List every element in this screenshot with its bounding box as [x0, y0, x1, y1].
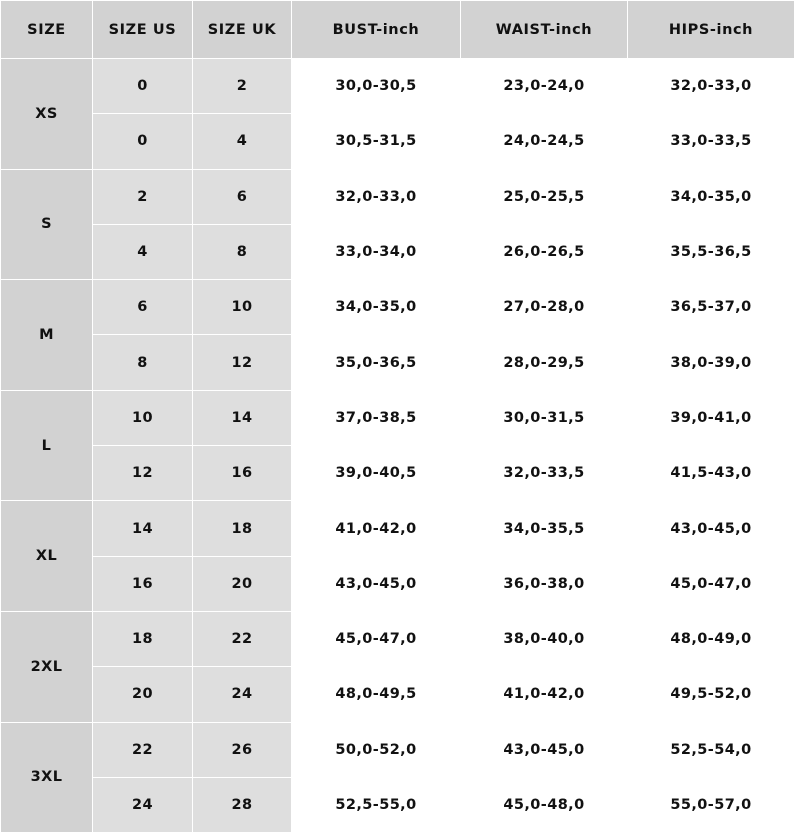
cell-waist: 41,0-42,0	[461, 667, 628, 722]
size-label-2xl: 2XL	[1, 611, 93, 722]
cell-size-uk: 2	[193, 59, 292, 114]
cell-waist: 36,0-38,0	[461, 556, 628, 611]
cell-bust: 34,0-35,0	[292, 280, 461, 335]
cell-waist: 28,0-29,5	[461, 335, 628, 390]
table-row	[1, 446, 794, 501]
size-label-s: S	[1, 169, 93, 280]
table-header	[1, 1, 794, 59]
cell-waist: 34,0-35,5	[461, 501, 628, 556]
cell-waist: 24,0-24,5	[461, 114, 628, 169]
table-row	[1, 501, 794, 556]
table-row	[1, 224, 794, 279]
cell-bust: 39,0-40,5	[292, 446, 461, 501]
cell-hips: 55,0-57,0	[628, 777, 794, 832]
cell-hips: 52,5-54,0	[628, 722, 794, 777]
cell-size-uk: 28	[193, 777, 292, 832]
table-row	[1, 280, 794, 335]
cell-size-us: 4	[93, 224, 193, 279]
size-label-3xl: 3XL	[1, 722, 93, 833]
cell-size-uk: 16	[193, 446, 292, 501]
cell-waist: 43,0-45,0	[461, 722, 628, 777]
header-hips-inch: HIPS-inch	[628, 1, 794, 59]
cell-waist: 30,0-31,5	[461, 390, 628, 445]
cell-size-us: 14	[93, 501, 193, 556]
cell-bust: 48,0-49,5	[292, 667, 461, 722]
cell-size-uk: 24	[193, 667, 292, 722]
table-row	[1, 390, 794, 445]
header-size: SIZE	[1, 1, 93, 59]
header-size-us: SIZE US	[93, 1, 193, 59]
size-label-m: M	[1, 280, 93, 391]
table-row	[1, 556, 794, 611]
cell-hips: 33,0-33,5	[628, 114, 794, 169]
cell-bust: 45,0-47,0	[292, 611, 461, 666]
cell-size-uk: 8	[193, 224, 292, 279]
cell-size-uk: 4	[193, 114, 292, 169]
cell-size-us: 24	[93, 777, 193, 832]
cell-bust: 43,0-45,0	[292, 556, 461, 611]
table-body	[1, 59, 794, 833]
cell-bust: 50,0-52,0	[292, 722, 461, 777]
cell-hips: 38,0-39,0	[628, 335, 794, 390]
cell-bust: 37,0-38,5	[292, 390, 461, 445]
cell-size-uk: 10	[193, 280, 292, 335]
cell-hips: 43,0-45,0	[628, 501, 794, 556]
cell-size-uk: 14	[193, 390, 292, 445]
header-bust-inch: BUST-inch	[292, 1, 461, 59]
cell-bust: 30,0-30,5	[292, 59, 461, 114]
cell-size-us: 6	[93, 280, 193, 335]
table-row	[1, 169, 794, 224]
cell-waist: 25,0-25,5	[461, 169, 628, 224]
size-label-xs: XS	[1, 59, 93, 170]
table-row	[1, 722, 794, 777]
cell-waist: 23,0-24,0	[461, 59, 628, 114]
cell-hips: 36,5-37,0	[628, 280, 794, 335]
cell-size-us: 18	[93, 611, 193, 666]
cell-waist: 45,0-48,0	[461, 777, 628, 832]
size-label-xl: XL	[1, 501, 93, 612]
cell-waist: 27,0-28,0	[461, 280, 628, 335]
table-row	[1, 777, 794, 832]
cell-size-us: 0	[93, 114, 193, 169]
cell-size-us: 2	[93, 169, 193, 224]
table-row	[1, 114, 794, 169]
cell-hips: 48,0-49,0	[628, 611, 794, 666]
cell-hips: 32,0-33,0	[628, 59, 794, 114]
cell-bust: 41,0-42,0	[292, 501, 461, 556]
cell-hips: 49,5-52,0	[628, 667, 794, 722]
header-waist-inch: WAIST-inch	[461, 1, 628, 59]
cell-waist: 26,0-26,5	[461, 224, 628, 279]
cell-bust: 32,0-33,0	[292, 169, 461, 224]
cell-size-uk: 18	[193, 501, 292, 556]
cell-size-us: 0	[93, 59, 193, 114]
table-row	[1, 335, 794, 390]
cell-size-us: 22	[93, 722, 193, 777]
table-row	[1, 611, 794, 666]
size-label-l: L	[1, 390, 93, 501]
cell-hips: 35,5-36,5	[628, 224, 794, 279]
cell-size-us: 16	[93, 556, 193, 611]
cell-bust: 35,0-36,5	[292, 335, 461, 390]
cell-hips: 34,0-35,0	[628, 169, 794, 224]
cell-bust: 52,5-55,0	[292, 777, 461, 832]
cell-size-us: 12	[93, 446, 193, 501]
header-size-uk: SIZE UK	[193, 1, 292, 59]
cell-bust: 33,0-34,0	[292, 224, 461, 279]
cell-hips: 39,0-41,0	[628, 390, 794, 445]
header-row	[1, 1, 794, 59]
cell-size-uk: 6	[193, 169, 292, 224]
table-row	[1, 59, 794, 114]
cell-hips: 45,0-47,0	[628, 556, 794, 611]
cell-waist: 38,0-40,0	[461, 611, 628, 666]
cell-size-uk: 12	[193, 335, 292, 390]
cell-hips: 41,5-43,0	[628, 446, 794, 501]
cell-waist: 32,0-33,5	[461, 446, 628, 501]
cell-size-uk: 20	[193, 556, 292, 611]
cell-bust: 30,5-31,5	[292, 114, 461, 169]
cell-size-us: 10	[93, 390, 193, 445]
cell-size-us: 20	[93, 667, 193, 722]
cell-size-us: 8	[93, 335, 193, 390]
cell-size-uk: 22	[193, 611, 292, 666]
cell-size-uk: 26	[193, 722, 292, 777]
table-row	[1, 667, 794, 722]
